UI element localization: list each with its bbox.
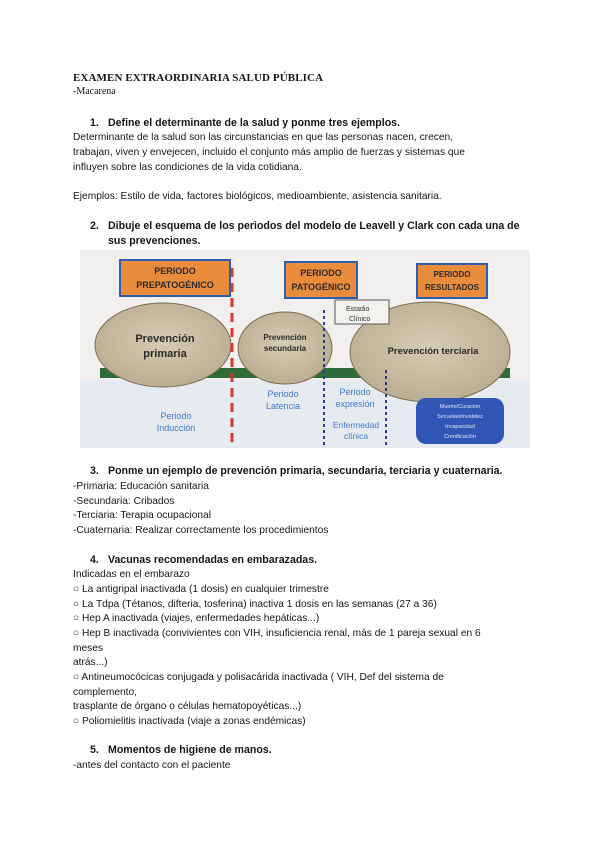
label-enfermedad-clinica-2: clínica	[343, 431, 369, 441]
label-prevencion-secundaria-2: secundaria	[263, 344, 307, 353]
question-3-text: Ponme un ejemplo de prevención primaria, secundaria, terciaria y cuaternaria.	[108, 465, 503, 477]
label-clinico: Clínico	[349, 316, 371, 323]
label-prevencion-terciaria: Prevención terciaria	[387, 346, 479, 357]
label-periodo-latencia-1: Periodo	[267, 389, 299, 399]
q4-line-7: atrás...)	[73, 657, 108, 668]
label-resultados: RESULTADOS	[425, 283, 479, 292]
label-prepatogenico: PREPATOGÉNICO	[136, 280, 214, 290]
q4-line-1: Indicadas en el embarazo	[73, 569, 190, 580]
label-periodo-3: PERIODO	[433, 270, 471, 279]
label-prevencion-primaria-1: Prevención	[135, 333, 195, 345]
q4-line-3: ○ La Tdpa (Tétanos, difteria, tosferina) inactiva 1 dosis en las semanas (27 a 36)	[73, 599, 437, 610]
question-4	[90, 553, 317, 568]
q4-line-4: ○ Hep A inactivada (viajes, enfermedades hepáticas...)	[73, 613, 320, 624]
q4-line-2: ○ La antigripal inactivada (1 dosis) en cualquier trimestre	[73, 584, 329, 595]
question-2-number: 2.	[90, 220, 99, 232]
question-2-text: Dibuje el esquema de los periodos del modelo de Leavell y Clark con cada una de sus prevenciones.	[108, 220, 520, 247]
label-periodo-induccion-2: Inducción	[156, 423, 196, 433]
q4-line-8: ○ Antineumocócicas conjugada y polisacárida inactivada ( VIH, Def del sistema de	[73, 672, 444, 683]
document-title: EXAMEN EXTRAORDINARIA SALUD PÚBLICA	[73, 72, 324, 84]
label-estadio: Estadio	[346, 306, 370, 313]
q4-line-6: meses	[73, 643, 104, 654]
q4-line-9: complemento,	[73, 687, 137, 698]
label-periodo-induccion-1: Periodo	[160, 411, 192, 421]
label-periodo-latencia-2: Latencia	[265, 401, 301, 411]
q1-examples: Ejemplos: Estilo de vida, factores biológicos, medioambiente, asistencia sanitaria.	[73, 191, 442, 202]
q3-line-3: -Terciaria: Terapia ocupacional	[73, 510, 211, 521]
question-4-text: Vacunas recomendadas en embarazadas.	[108, 554, 318, 566]
question-1-text: Define el determinante de la salud y ponme tres ejemplos.	[108, 117, 401, 129]
q3-line-1: -Primaria: Educación sanitaria	[73, 481, 209, 492]
ellipse-primaria	[95, 303, 231, 387]
document-author: -Macarena	[73, 86, 116, 97]
label-periodo-2: PERIODO	[300, 268, 342, 278]
q5-line-1: -antes del contacto con el paciente	[73, 760, 231, 771]
label-periodo-expresion-2: expresión	[335, 399, 375, 409]
question-5	[90, 743, 272, 758]
question-2	[90, 219, 530, 249]
label-prevencion-primaria-2: primaria	[143, 348, 187, 360]
label-outcome-2: Secuelas/Invalidez	[437, 414, 483, 420]
q1-answer-line-1: Determinante de la salud son las circunstancias en que las personas nacen, crecen,	[73, 132, 453, 143]
label-prevencion-secundaria-1: Prevención	[263, 333, 307, 342]
label-periodo-1: PERIODO	[154, 266, 196, 276]
q1-answer-line-3: influyen sobre las condiciones de la vida cotidiana.	[73, 162, 302, 173]
question-3	[90, 464, 502, 479]
question-1-number: 1.	[90, 117, 99, 129]
label-patogenico: PATOGÉNICO	[291, 282, 351, 292]
label-periodo-expresion-1: Periodo	[339, 387, 371, 397]
question-4-number: 4.	[90, 554, 99, 566]
label-outcome-3: Incapacidad	[445, 424, 475, 430]
q4-line-5: ○ Hep B inactivada (convivientes con VIH, insuficiencia renal, más de 1 pareja sexual en 6	[73, 628, 481, 639]
label-outcome-1: Muerte/Curación	[439, 404, 481, 410]
question-3-number: 3.	[90, 465, 99, 477]
leavell-clark-diagram	[80, 250, 530, 448]
q4-line-10: trasplante de órgano o células hematopoyéticas...)	[73, 701, 302, 712]
question-5-text: Momentos de higiene de manos.	[108, 744, 272, 756]
question-1	[90, 116, 400, 131]
label-outcome-4: Cronificación	[444, 434, 476, 440]
q1-answer-line-2: trabajan, viven y envejecen, incluido el conjunto más amplio de fuerzas y sistemas que	[73, 147, 465, 158]
label-enfermedad-clinica-1: Enfermedad	[332, 420, 380, 430]
q3-line-2: -Secundaria: Cribados	[73, 496, 175, 507]
question-5-number: 5.	[90, 744, 99, 756]
q4-line-11: ○ Poliomielitis inactivada (viaje a zonas endémicas)	[73, 716, 306, 727]
q3-line-4: -Cuaternaria: Realizar correctamente los procedimientos	[73, 525, 329, 536]
